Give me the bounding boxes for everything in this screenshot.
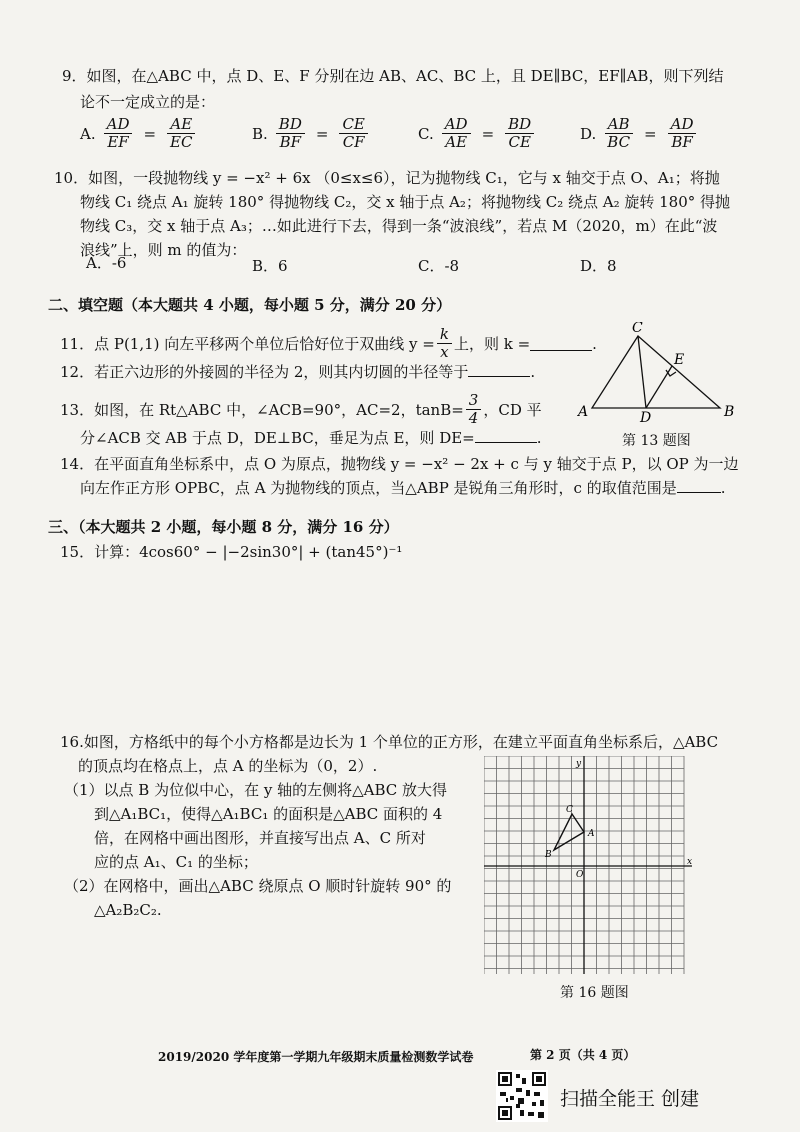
q9-option-c: C. $\frac{AD}{AE}$ = $\frac{BD}{CE}$ — [418, 116, 536, 151]
label-a: A — [588, 829, 595, 839]
figure-13 — [570, 322, 750, 422]
q9-line1: 9．如图，在△ABC 中，点 D、E、F 分别在边 AB、AC、BC 上，且 DE∥BC，EF∥AB，则下列结 — [62, 67, 724, 85]
label-a: A — [578, 404, 589, 420]
q14-line1: 14．在平面直角坐标系中，点 O 为原点，抛物线 y = −x² − 2x + c 与 y 轴交于点 P，以 OP 为一边 — [60, 455, 739, 473]
label-d: D — [640, 410, 652, 422]
q16-part2-b: △A₂B₂C₂. — [94, 901, 162, 919]
answer-blank[interactable] — [468, 362, 530, 377]
q10-option-a: A．-6 — [86, 254, 127, 272]
section-3-title: 三、（本大题共 2 小题，每小题 8 分，满分 16 分） — [48, 518, 399, 536]
answer-blank[interactable] — [677, 478, 721, 493]
label-b: B — [545, 850, 552, 860]
q14-line2: 向左作正方形 OPBC，点 A 为抛物线的顶点，当△ABP 是锐角三角形时，c 的取值范围是 . — [80, 479, 726, 497]
fraction: $\frac{AE}{EC}$ — [167, 116, 195, 151]
figure-16-caption: 第 16 题图 — [560, 985, 629, 1001]
answer-blank[interactable] — [475, 428, 537, 443]
q10-line4: 浪线”上，则 m 的值为： — [80, 241, 247, 259]
q16-part2-a: （2）在网格中，画出△ABC 绕原点 O 顺时针旋转 90° 的 — [64, 877, 452, 895]
q9-line2: 论不一定成立的是： — [80, 93, 216, 111]
figure-13-caption: 第 13 题图 — [622, 433, 691, 449]
q9-option-b: B. $\frac{BD}{BF}$ = $\frac{CE}{CF}$ — [252, 116, 370, 151]
q10-line1: 10．如图，一段抛物线 y = −x² + 6x （0≤x≤6），记为抛物线 C₁，它与 x 轴交于点 O、A₁；将抛 — [54, 169, 720, 187]
q13-line2: 分∠ACB 交 AB 于点 D，DE⊥BC，垂足为点 E，则 DE= . — [80, 429, 542, 447]
q10-option-d: D．8 — [580, 257, 617, 275]
q11: 11．点 P(1,1) 向左平移两个单位后恰好位于双曲线 y = $\frac{k}{x}$ 上，则 k = . — [60, 325, 597, 361]
fraction: $\frac{3}{4}$ — [466, 392, 482, 427]
q9-option-d: D. $\frac{AB}{BC}$ = $\frac{AD}{BF}$ — [580, 116, 698, 151]
triangle-abc — [554, 814, 584, 850]
q16-part1-b: 到△A₁BC₁，使得△A₁BC₁ 的面积是△ABC 面积的 4 — [94, 805, 443, 823]
q10-line3: 物线 C₃，交 x 轴于点 A₃；…如此进行下去，得到一条“波浪线”，若点 M（2020，m）在此“波 — [80, 217, 718, 235]
q10-line2: 物线 C₁ 绕点 A₁ 旋转 180° 得抛物线 C₂，交 x 轴于点 A₂；将抛物线 C₂ 绕点 A₂ 旋转 180° 得抛 — [80, 193, 731, 211]
label-o: O — [576, 870, 584, 880]
label-x: x — [687, 857, 693, 867]
section-2-title: 二、填空题（本大题共 4 小题，每小题 5 分，满分 20 分） — [48, 296, 452, 314]
page-number: 第 2 页（共 4 页） — [530, 1048, 636, 1062]
q12: 12．若正六边形的外接圆的半径为 2，则其内切圆的半径等于 . — [60, 363, 536, 381]
q16-part1-d: 应的点 A₁、C₁ 的坐标； — [94, 853, 258, 871]
q16-line2: 的顶点均在格点上，点 A 的坐标为（0，2）. — [78, 757, 378, 775]
q15: 15．计算：4cos60° − |−2sin30°| + (tan45°)⁻¹ — [60, 543, 403, 561]
label-y: y — [576, 759, 582, 769]
fraction: $\frac{AD}{EF}$ — [104, 116, 133, 151]
label-e: E — [674, 352, 685, 368]
fraction: $\frac{k}{x}$ — [437, 326, 452, 361]
option-label: A. — [80, 124, 96, 143]
label-b: B — [724, 404, 735, 420]
q16-part1-c: 倍，在网格中画出图形，并直接写出点 A、C 所对 — [94, 829, 426, 847]
q13-line1: 13．如图，在 Rt△ABC 中，∠ACB=90°，AC=2，tanB= $\frac{3}{4}$ ，CD 平 — [60, 391, 542, 427]
q16-line1: 16.如图，方格纸中的每个小方格都是边长为 1 个单位的正方形，在建立平面直角坐标系后，△ABC — [60, 733, 719, 751]
q10-option-b: B．6 — [252, 257, 288, 275]
q16-part1-a: （1）以点 B 为位似中心，在 y 轴的左侧将△ABC 放大得 — [64, 781, 448, 799]
scanner-watermark-text: 扫描全能王 创建 — [560, 1088, 700, 1110]
qr-code-icon — [496, 1070, 548, 1122]
q9-option-a: A. $\frac{AD}{EF}$ = $\frac{AE}{EC}$ — [80, 116, 197, 151]
label-c: C — [632, 322, 643, 336]
label-c: C — [566, 805, 573, 815]
figure-16 — [484, 756, 700, 978]
q10-option-c: C．-8 — [418, 257, 460, 275]
exam-title: 2019/2020 学年度第一学期九年级期末质量检测数学试卷 — [158, 1050, 474, 1064]
